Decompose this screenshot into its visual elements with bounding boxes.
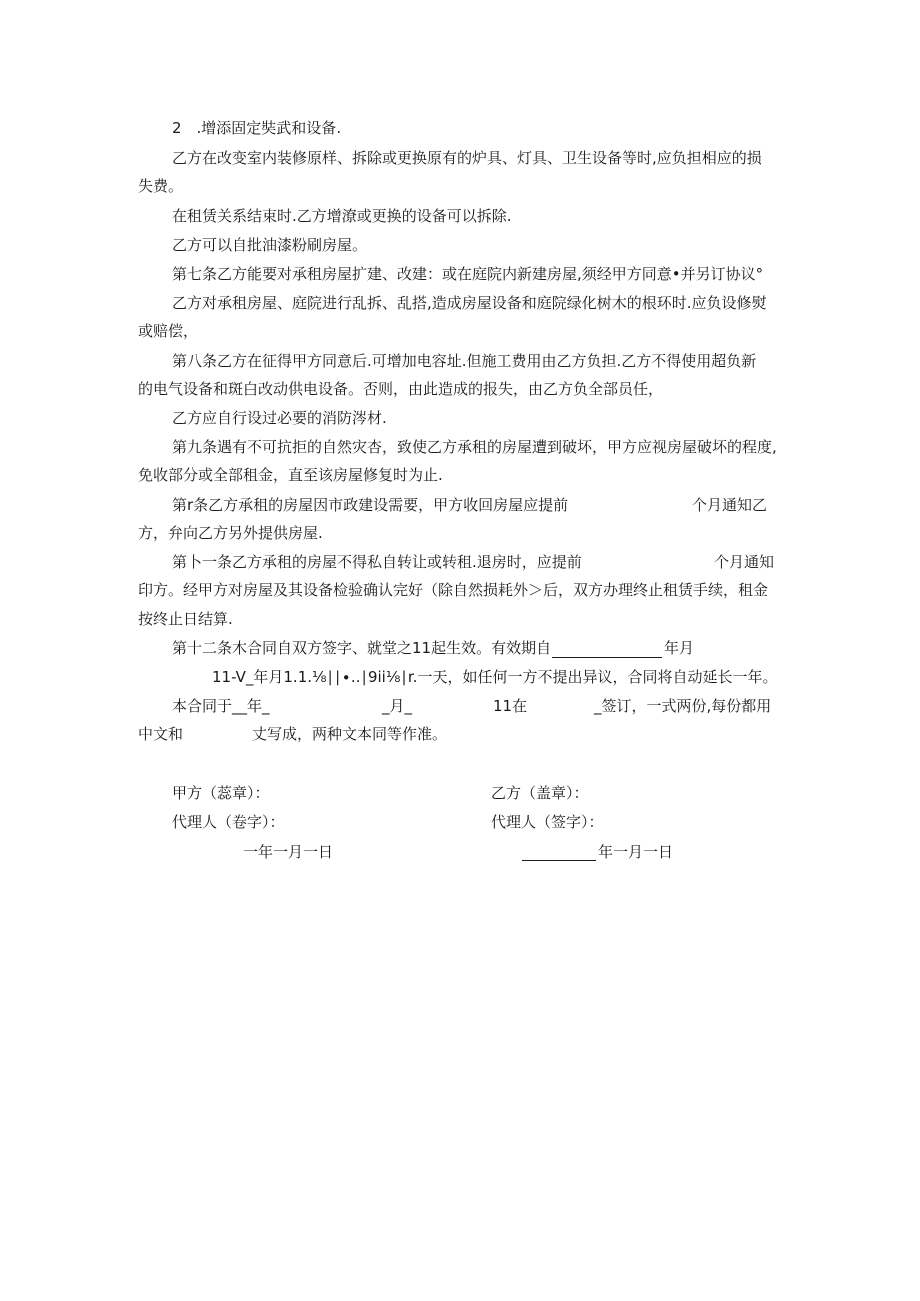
paragraph-line: 乙方可以自批油漆粉刷房屋。 — [172, 236, 368, 254]
paragraph-fragment: 丈写成，两种文本同等作准。 — [252, 725, 448, 743]
party-b-date: 年一月一日 — [598, 843, 674, 861]
paragraph-line: 乙方在改变室内装修原样、拆除或更换原有的炉具、灯具、卫生设备等时,应负担相应的损 — [172, 149, 762, 167]
party-a-agent-label: 代理人（卷字）： — [172, 813, 285, 831]
party-b-seal-label: 乙方（盖章）： — [491, 784, 589, 802]
paragraph-fragment: _签订，一式两份,每份都用 — [594, 697, 772, 715]
article-9: 第九条遇有不可抗拒的自然灾杏，致使乙方承租的房屋遭到破坏，甲方应视房屋破坏的程度, — [172, 438, 777, 456]
paragraph-line: 乙方应自行设过必要的消防涔材. — [172, 409, 387, 427]
article-11: 第卜一条乙方承租的房屋不得私自转让或转租.退房时，应提前 — [172, 553, 582, 571]
paragraph-line: 的电气设备和斑白改动供电设备。否则，由此造成的报失，由乙方负全部员任， — [138, 380, 664, 398]
blank-underline — [552, 638, 662, 658]
paragraph-line: 按终止日结算. — [138, 610, 233, 628]
party-a-date: 一年一月一日 — [243, 843, 334, 861]
article-12: 第十二条木合同自双方签字、就堂之11起生效。有效期自 — [172, 639, 552, 657]
party-b-agent-label: 代理人（签字）： — [491, 813, 604, 831]
paragraph-line: 在租赁关系结束时.乙方增潦或更换的设备可以拆除. — [172, 207, 512, 225]
paragraph-line: 印方。经甲方对房屋及其设备检验确认完好（除自然损耗外＞后，双方办理终止租赁手续，租金 — [138, 581, 769, 599]
article-7: 第七条乙方能要对承租房屋扩建、改建：或在庭院内新建房屋,须经甲方同意•并另订协议° — [172, 265, 764, 283]
article-8: 第八条乙方在征得甲方同意后.可增加电容址.但施工费用由乙方负担.乙方不得使用超负新 — [172, 352, 757, 370]
paragraph-fragment: 个月通知 — [714, 553, 775, 571]
paragraph-line: 11-V_年月1.1.⅛∣∣∙..∣9ii⅛∣r.一天，如任何一方不提出异议，合同将自动延长一年。 — [212, 668, 778, 686]
party-a-seal-label: 甲方（蕊章）： — [172, 784, 270, 802]
paragraph-fragment: 11在 — [493, 697, 528, 715]
paragraph-line: 免收部分或全部租金，直至该房屋修复时为止. — [138, 466, 443, 484]
paragraph-fragment: 本合同于__年_ — [172, 697, 270, 715]
paragraph-line: 或赔偿， — [138, 322, 199, 340]
paragraph-fragment: _月_ — [382, 697, 413, 715]
paragraph-item-2: 2 .增添固定奘武和设备. — [172, 119, 342, 137]
paragraph-fragment: 年月 — [664, 639, 695, 657]
paragraph-line: 失费。 — [138, 177, 184, 195]
paragraph-line: 乙方对承租房屋、庭院进行乱拆、乱搭,造成房屋设备和庭院绿化树木的根环时.应负设修熨 — [172, 294, 767, 312]
paragraph-fragment: 个月通知乙 — [692, 496, 768, 514]
paragraph-fragment: 中文和 — [138, 725, 184, 743]
article-10: 第r条乙方承租的房屋因市政建设需要，甲方收回房屋应提前 — [172, 496, 569, 514]
blank-underline — [522, 842, 596, 861]
paragraph-line: 方，弁向乙方另外提供房屋. — [138, 524, 323, 542]
